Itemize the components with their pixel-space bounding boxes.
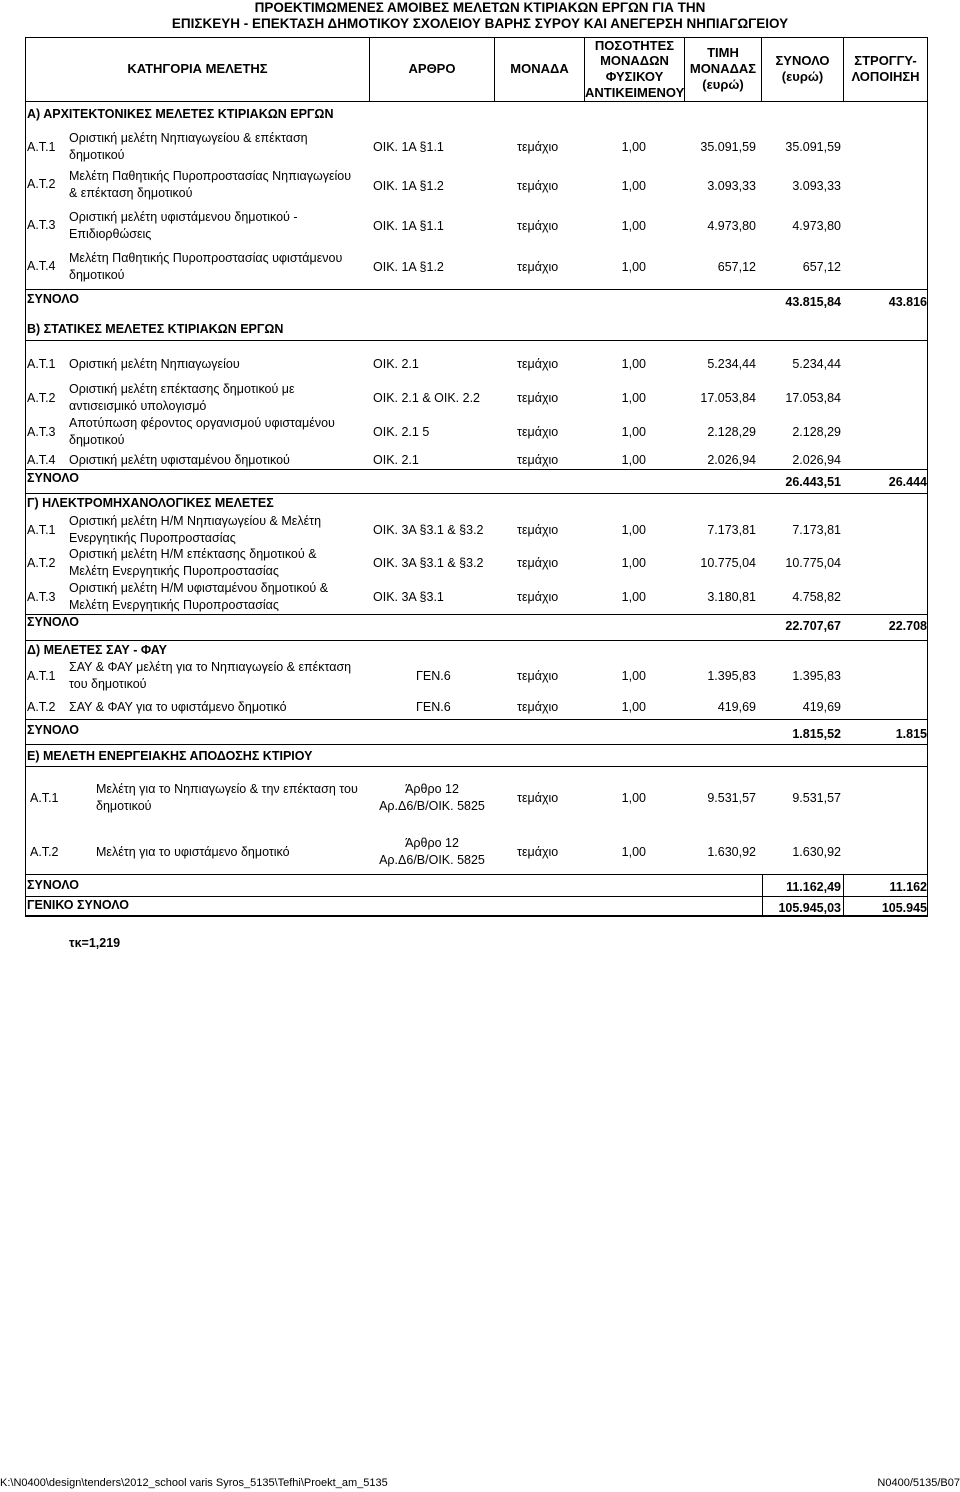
row-unit: τεμάχιο	[517, 140, 559, 154]
header-price-1: ΤΙΜΗ	[707, 45, 739, 60]
row-price: 2.026,94	[707, 453, 756, 467]
row-code: Α.Τ.2	[30, 845, 59, 859]
row-unit: τεμάχιο	[517, 700, 559, 714]
header-price-3: (ευρώ)	[702, 77, 744, 92]
row-article: ΟΙΚ. 2.1	[373, 357, 419, 371]
header-qty-2: ΜΟΝΑΔΩΝ	[600, 53, 669, 68]
row-qty: 1,00	[621, 523, 646, 537]
row-total: 3.093,33	[792, 179, 841, 193]
row-article: ΟΙΚ. 3Α §3.1 & §3.2	[373, 556, 484, 570]
sum-rounded: 1.815	[895, 727, 927, 741]
row-desc: Οριστική μελέτη υφιστάμενου δημοτικού -	[69, 210, 298, 224]
row-total: 10.775,04	[785, 556, 841, 570]
header-unit: ΜΟΝΑΔΑ	[510, 61, 569, 76]
table-right-border	[927, 101, 928, 916]
row-unit: τεμάχιο	[517, 556, 559, 570]
row-unit: τεμάχιο	[517, 391, 559, 405]
row-desc: Οριστική μελέτη υφισταμένου δημοτικού	[69, 453, 290, 467]
header-category: ΚΑΤΗΓΟΡΙΑ ΜΕΛΕΤΗΣ	[127, 61, 268, 76]
table-left-border	[25, 101, 26, 916]
row-article: ΟΙΚ. 1Α §1.1	[373, 219, 444, 233]
row-article: ΟΙΚ. 2.1 & ΟΙΚ. 2.2	[373, 391, 480, 405]
row-article: Αρ.Δ6/Β/ΟΙΚ. 5825	[379, 853, 485, 867]
sum-rule	[25, 614, 928, 615]
row-code: Α.Τ.3	[27, 590, 56, 604]
row-price: 3.093,33	[707, 179, 756, 193]
row-unit: τεμάχιο	[517, 425, 559, 439]
header-top-rule	[25, 37, 928, 38]
row-desc: δημοτικού	[69, 148, 125, 162]
row-desc: Μελέτη Παθητικής Πυροπροστασίας υφιστάμενου	[69, 251, 343, 265]
row-code: Α.Τ.2	[27, 177, 56, 191]
row-desc: Αποτύπωση φέροντος οργανισμού υφισταμένου	[69, 416, 335, 430]
sum-label: ΣΥΝΟΛΟ	[27, 723, 79, 737]
header-round-1: ΣΤΡΟΓΓΥ-	[854, 53, 917, 68]
total-col-divider	[762, 874, 763, 916]
footer-ref: N0400/5135/B07	[877, 1477, 960, 1489]
total-col-divider	[843, 874, 844, 916]
row-price: 10.775,04	[700, 556, 756, 570]
row-total: 9.531,57	[792, 791, 841, 805]
row-total: 1.395,83	[792, 669, 841, 683]
row-qty: 1,00	[621, 791, 646, 805]
row-desc: Μελέτη για το Νηπιαγωγείο & την επέκταση του	[96, 782, 358, 796]
sum-rounded: 26.444	[888, 475, 927, 489]
row-price: 9.531,57	[707, 791, 756, 805]
row-qty: 1,00	[621, 590, 646, 604]
row-desc: Οριστική μελέτη Η/Μ Νηπιαγωγείου & Μελέτη	[69, 514, 322, 528]
row-unit: τεμάχιο	[517, 791, 559, 805]
sum-total: 43.815,84	[785, 295, 841, 309]
row-desc: Μελέτη Ενεργητικής Πυροπροστασίας	[69, 598, 279, 612]
row-desc: & επέκταση δημοτικού	[69, 186, 193, 200]
row-article: Αρ.Δ6/Β/ΟΙΚ. 5825	[379, 799, 485, 813]
row-price: 5.234,44	[707, 357, 756, 371]
grand-total: 105.945,03	[778, 901, 841, 915]
row-desc: Οριστική μελέτη Η/Μ επέκτασης δημοτικού &	[69, 547, 317, 561]
row-total: 5.234,44	[792, 357, 841, 371]
row-qty: 1,00	[621, 845, 646, 859]
coefficient: τκ=1,219	[69, 936, 121, 950]
row-total: 2.128,29	[792, 425, 841, 439]
row-desc: δημοτικού	[69, 433, 125, 447]
row-price: 2.128,29	[707, 425, 756, 439]
row-qty: 1,00	[621, 425, 646, 439]
row-desc: Οριστική μελέτη επέκτασης δημοτικού με	[69, 382, 295, 396]
header-total-2: (ευρώ)	[781, 69, 824, 84]
header-col-divider	[761, 37, 762, 101]
header-total-1: ΣΥΝΟΛΟ	[775, 53, 830, 68]
section-rule	[25, 766, 928, 767]
header-col-divider	[843, 37, 844, 101]
section-a-title: Α) ΑΡΧΙΤΕΚΤΟΝΙΚΕΣ ΜΕΛΕΤΕΣ ΚΤΙΡΙΑΚΩΝ ΕΡΓΩΝ	[27, 107, 334, 121]
sum-rounded: 11.162	[889, 880, 927, 894]
row-total: 35.091,59	[785, 140, 841, 154]
row-price: 17.053,84	[700, 391, 756, 405]
row-desc: του δημοτικού	[69, 677, 147, 691]
row-price: 7.173,81	[707, 523, 756, 537]
row-desc: Μελέτη Ενεργητικής Πυροπροστασίας	[69, 564, 279, 578]
section-rule	[25, 493, 928, 494]
row-desc: Οριστική μελέτη Η/Μ υφισταμένου δημοτικού &	[69, 581, 329, 595]
row-desc: δημοτικού	[96, 799, 152, 813]
header-qty-3: ΦΥΣΙΚΟΥ	[605, 69, 664, 84]
row-article: ΟΙΚ. 1Α §1.1	[373, 140, 444, 154]
row-article: ΟΙΚ. 3Α §3.1	[373, 590, 444, 604]
row-price: 4.973,80	[707, 219, 756, 233]
row-article: ΟΙΚ. 1Α §1.2	[373, 260, 444, 274]
row-desc: δημοτικού	[69, 268, 125, 282]
sum-rule	[25, 874, 928, 875]
row-qty: 1,00	[621, 357, 646, 371]
row-unit: τεμάχιο	[517, 260, 559, 274]
row-unit: τεμάχιο	[517, 669, 559, 683]
row-price: 1.395,83	[707, 669, 756, 683]
sum-rule	[25, 469, 928, 470]
sum-label: ΣΥΝΟΛΟ	[27, 615, 79, 629]
row-article: Άρθρο 12	[405, 836, 459, 850]
row-code: Α.Τ.1	[27, 140, 56, 154]
row-total: 17.053,84	[785, 391, 841, 405]
row-price: 419,69	[717, 700, 756, 714]
row-unit: τεμάχιο	[517, 590, 559, 604]
header-qty-4: ΑΝΤΙΚΕΙΜΕΝΟΥ	[585, 85, 685, 100]
row-code: Α.Τ.4	[27, 259, 56, 273]
row-qty: 1,00	[621, 140, 646, 154]
row-qty: 1,00	[621, 219, 646, 233]
sum-rounded: 43.816	[888, 295, 927, 309]
grand-rule	[25, 896, 928, 897]
sum-total: 1.815,52	[792, 727, 841, 741]
row-code: Α.Τ.3	[27, 425, 56, 439]
row-price: 35.091,59	[700, 140, 756, 154]
row-code: Α.Τ.1	[27, 669, 56, 683]
row-article: ΟΙΚ. 1Α §1.2	[373, 179, 444, 193]
row-price: 1.630,92	[707, 845, 756, 859]
row-desc: ΣΑΥ & ΦΑΥ για το υφιστάμενο δημοτικό	[69, 700, 287, 714]
row-code: Α.Τ.3	[27, 218, 56, 232]
row-desc: Μελέτη Παθητικής Πυροπροστασίας Νηπιαγωγείου	[69, 169, 352, 183]
sum-label: ΣΥΝΟΛΟ	[27, 292, 79, 306]
row-code: Α.Τ.2	[27, 700, 56, 714]
row-qty: 1,00	[621, 391, 646, 405]
row-code: Α.Τ.1	[27, 357, 56, 371]
row-desc: ΣΑΥ & ΦΑΥ μελέτη για το Νηπιαγωγείο & επέκταση	[69, 660, 352, 674]
row-total: 1.630,92	[792, 845, 841, 859]
grand-total-label: ΓΕΝΙΚΟ ΣΥΝΟΛΟ	[27, 898, 129, 912]
grand-rounded: 105.945	[881, 901, 927, 915]
row-code: Α.Τ.2	[27, 391, 56, 405]
sum-rounded: 22.708	[888, 619, 927, 633]
sum-label: ΣΥΝΟΛΟ	[27, 471, 79, 485]
header-article: ΑΡΘΡΟ	[408, 61, 456, 76]
header-right-rule	[927, 37, 928, 101]
title-line-1: ΠΡΟΕΚΤΙΜΩΜΕΝΕΣ ΑΜΟΙΒΕΣ ΜΕΛΕΤΩΝ ΚΤΙΡΙΑΚΩΝ ΕΡΓΩΝ ΓΙΑ ΤΗΝ	[254, 0, 706, 15]
row-qty: 1,00	[621, 179, 646, 193]
row-unit: τεμάχιο	[517, 453, 559, 467]
header-bottom-rule	[25, 101, 928, 102]
row-desc: Επιδιορθώσεις	[69, 227, 152, 241]
row-total: 419,69	[802, 700, 841, 714]
section-e-title: Ε) ΜΕΛΕΤΗ ΕΝΕΡΓΕΙΑΚΗΣ ΑΠΟΔΟΣΗΣ ΚΤΙΡΙΟΥ	[27, 749, 313, 763]
section-rule	[25, 640, 928, 641]
row-desc: Οριστική μελέτη Νηπιαγωγείου	[69, 357, 240, 371]
footer-path: K:\N0400\design\tenders\2012_school varis Syros_5135\Tefhi\Proekt_am_5135	[0, 1477, 388, 1489]
row-code: Α.Τ.4	[27, 453, 56, 467]
row-total: 657,12	[802, 260, 841, 274]
sum-rule	[25, 289, 928, 290]
row-qty: 1,00	[621, 669, 646, 683]
row-desc: Μελέτη για το υφιστάμενο δημοτικό	[96, 845, 290, 859]
sum-total: 22.707,67	[785, 619, 841, 633]
row-unit: τεμάχιο	[517, 219, 559, 233]
row-qty: 1,00	[621, 260, 646, 274]
row-desc: Ενεργητικής Πυροπροστασίας	[69, 531, 236, 545]
row-total: 4.973,80	[792, 219, 841, 233]
sum-total: 26.443,51	[785, 475, 841, 489]
row-article: ΓΕΝ.6	[416, 700, 451, 714]
row-article: ΟΙΚ. 2.1	[373, 453, 419, 467]
row-article: ΟΙΚ. 3Α §3.1 & §3.2	[373, 523, 484, 537]
section-d-title: Δ) ΜΕΛΕΤΕΣ ΣΑΥ - ΦΑΥ	[27, 643, 167, 657]
header-qty-1: ΠΟΣΟΤΗΤΕΣ	[594, 38, 675, 53]
row-price: 657,12	[717, 260, 756, 274]
table-bottom-border	[25, 915, 928, 917]
row-article: ΟΙΚ. 2.1 5	[373, 425, 430, 439]
row-qty: 1,00	[621, 700, 646, 714]
row-unit: τεμάχιο	[517, 357, 559, 371]
section-rule	[25, 340, 928, 341]
sum-rule	[25, 719, 928, 720]
row-desc: αντισεισμικό υπολογισμό	[69, 399, 207, 413]
row-unit: τεμάχιο	[517, 523, 559, 537]
row-total: 2.026,94	[792, 453, 841, 467]
sum-label: ΣΥΝΟΛΟ	[27, 878, 79, 892]
section-c-title: Γ) ΗΛΕΚΤΡΟΜΗΧΑΝΟΛΟΓΙΚΕΣ ΜΕΛΕΤΕΣ	[27, 496, 274, 510]
row-price: 3.180,81	[707, 590, 756, 604]
section-rule	[25, 744, 928, 745]
row-desc: Οριστική μελέτη Νηπιαγωγείου & επέκταση	[69, 131, 308, 145]
row-code: Α.Τ.1	[30, 791, 59, 805]
title-line-2: ΕΠΙΣΚΕΥΗ - ΕΠΕΚΤΑΣΗ ΔΗΜΟΤΙΚΟΥ ΣΧΟΛΕΙΟΥ ΒΑΡΗΣ ΣΥΡΟΥ ΚΑΙ ΑΝΕΓΕΡΣΗ ΝΗΠΙΑΓΩΓΕΙΟΥ	[171, 16, 789, 31]
row-article: Άρθρο 12	[405, 782, 459, 796]
sum-total: 11.162,49	[786, 880, 841, 894]
row-total: 7.173,81	[792, 523, 841, 537]
row-unit: τεμάχιο	[517, 845, 559, 859]
row-code: Α.Τ.2	[27, 556, 56, 570]
header-round-2: ΛΟΠΟΙΗΣΗ	[851, 69, 920, 84]
row-total: 4.758,82	[792, 590, 841, 604]
row-qty: 1,00	[621, 453, 646, 467]
section-b-title: Β) ΣΤΑΤΙΚΕΣ ΜΕΛΕΤΕΣ ΚΤΙΡΙΑΚΩΝ ΕΡΓΩΝ	[27, 322, 284, 336]
row-code: Α.Τ.1	[27, 523, 56, 537]
row-qty: 1,00	[621, 556, 646, 570]
header-price-2: ΜΟΝΑΔΑΣ	[689, 61, 757, 76]
row-article: ΓΕΝ.6	[416, 669, 451, 683]
row-unit: τεμάχιο	[517, 179, 559, 193]
